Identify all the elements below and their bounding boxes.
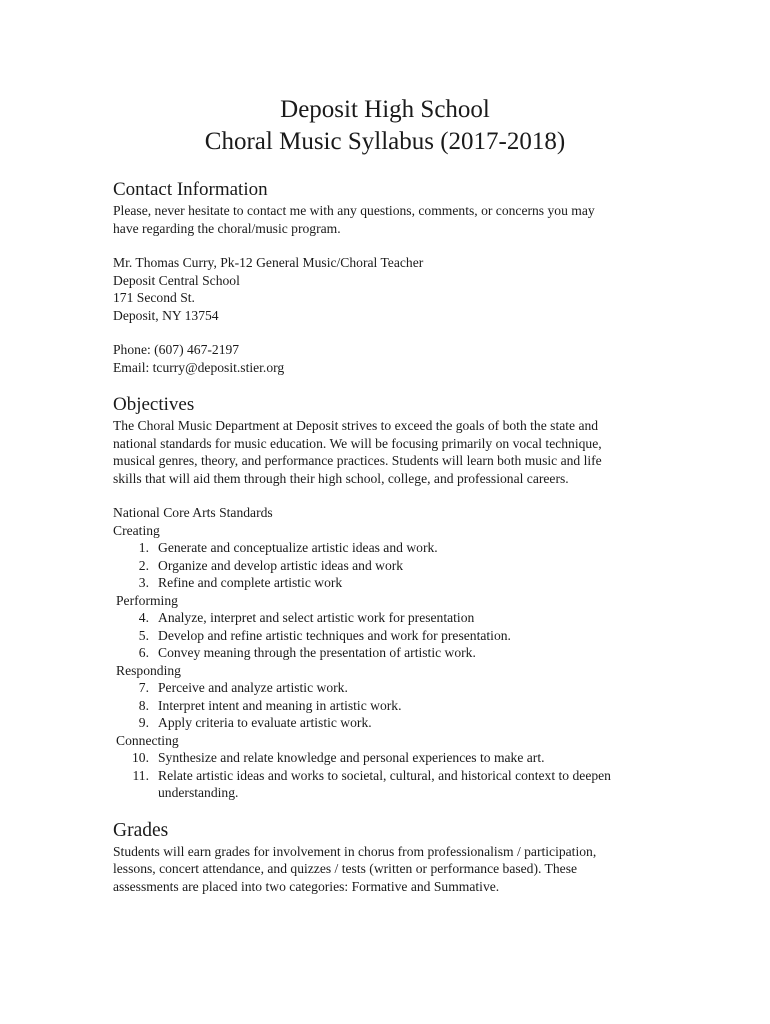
objectives-line: The Choral Music Department at Deposit strives to exceed the goals of both the state and <box>113 418 599 433</box>
city-state-zip: Deposit, NY 13754 <box>113 307 219 323</box>
list-item: 6. Convey meaning through the presentation of artistic work. <box>138 645 476 660</box>
grades-line: Students will earn grades for involvement in chorus from professionalism / participation, <box>113 843 597 859</box>
title-block <box>0 94 770 158</box>
grades-line: lessons, concert attendance, and quizzes / tests (written or performance based). These <box>113 861 578 876</box>
grades-heading: Grades <box>113 819 169 841</box>
standards-list-creating <box>113 539 653 592</box>
standards-title: National Core Arts Standards <box>113 505 273 520</box>
standard-group-label: Performing <box>116 592 178 608</box>
standard-group-label: Connecting <box>116 732 179 748</box>
list-item: 5. Develop and refine artistic techniques and work for presentation. <box>138 627 511 643</box>
objectives-heading: Objectives <box>113 394 195 415</box>
school-title: Deposit High School <box>280 96 490 123</box>
syllabus-title: Choral Music Syllabus (2017-2018) <box>204 128 566 155</box>
standards-list-responding <box>113 679 653 732</box>
list-item: 4. Analyze, interpret and select artistic work for presentation <box>138 610 475 625</box>
school-name: Deposit Central School <box>113 272 240 288</box>
list-item: 9. Apply criteria to evaluate artistic work. <box>138 715 372 730</box>
street-address: 171 Second St. <box>113 290 195 305</box>
list-item: 1. Generate and conceptualize artistic ideas and work. <box>138 540 438 555</box>
spacer <box>113 487 653 504</box>
email-address: Email: tcurry@deposit.stier.org <box>113 359 285 375</box>
standards-list-connecting <box>113 749 653 802</box>
list-item: 2. Organize and develop artistic ideas and work <box>138 557 404 573</box>
spacer <box>113 376 653 393</box>
objectives-line: national standards for music education. We will be focusing primarily on vocal technique, <box>113 435 602 451</box>
contact-heading: Contact Information <box>113 179 268 200</box>
teacher-name: Mr. Thomas Curry, Pk-12 General Music/Choral Teacher <box>113 255 424 270</box>
list-item: 8. Interpret intent and meaning in artistic work. <box>138 697 402 713</box>
list-item: 7. Perceive and analyze artistic work. <box>138 680 348 695</box>
list-item: 10. Synthesize and relate knowledge and personal experiences to make art. <box>132 750 545 765</box>
contact-intro-line: have regarding the choral/music program. <box>113 220 341 236</box>
spacer <box>113 324 653 341</box>
standard-group-label: Responding <box>116 662 181 678</box>
standards-list-performing <box>113 609 653 662</box>
phone-number: Phone: (607) 467-2197 <box>113 342 240 357</box>
list-item: 3. Refine and complete artistic work <box>138 575 343 590</box>
document-body <box>113 178 653 895</box>
objectives-line: musical genres, theory, and performance practices. Students will learn both music and life <box>113 453 602 468</box>
spacer <box>113 802 653 819</box>
contact-intro-line: Please, never hesitate to contact me with any questions, comments, or concerns you may <box>113 203 595 218</box>
standard-group-label: Creating <box>113 522 160 538</box>
spacer <box>113 237 653 254</box>
grades-line: assessments are placed into two categories: Formative and Summative. <box>113 878 500 894</box>
list-item: 11. Relate artistic ideas and works to societal, cultural, and historical context to deepen understanding. <box>132 767 611 800</box>
objectives-line: skills that will aid them through their high school, college, and professional careers. <box>113 470 569 486</box>
